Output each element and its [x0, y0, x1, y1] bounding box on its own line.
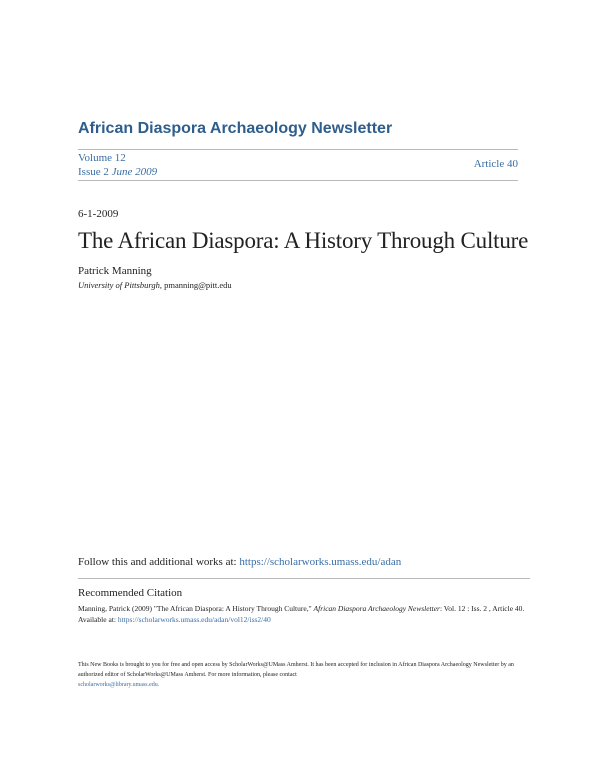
citation-rule	[78, 578, 530, 579]
follow-line	[78, 556, 401, 568]
article-number[interactable]: Article 40	[473, 158, 518, 170]
issue-date: June 2009	[111, 166, 158, 178]
volume-label[interactable]: Volume 12	[78, 152, 126, 164]
access-notice	[78, 660, 528, 690]
citation-text	[78, 603, 528, 625]
available-label: Available at:	[78, 615, 116, 624]
citation-end: : Vol. 12 : Iss. 2 , Article 40.	[439, 604, 525, 613]
follow-label: Follow this and additional works at:	[78, 556, 237, 568]
available-link[interactable]: https://scholarworks.umass.edu/adan/vol12/iss2/40	[117, 615, 271, 624]
paper-title: The African Diaspora: A History Through Culture	[78, 228, 529, 253]
citation-start: Manning, Patrick (2009) "The African Diaspora: A History Through Culture,"	[78, 604, 312, 613]
affiliation-name: University of Pittsburgh	[78, 280, 160, 290]
journal-title[interactable]: African Diaspora Archaeology Newsletter	[78, 120, 393, 137]
author-affiliation: University of Pittsburgh, pmanning@pitt.edu	[78, 280, 232, 290]
issue-label: Issue 2	[78, 166, 109, 178]
issue-line[interactable]	[78, 166, 157, 178]
header-bottom-rule	[78, 180, 518, 181]
citation-journal: African Diaspora Archaeology Newsletter	[313, 604, 440, 613]
notice-text: This New Books is brought to you for free and open access by ScholarWorks@UMass Amherst. It has been accepted for inclusion in African Diaspora Archaeology Newsletter by an authorized editor of ScholarWorks@UMass Amherst. For more information, please contact	[78, 662, 514, 678]
author-email[interactable]: pmanning@pitt.edu	[164, 280, 232, 290]
header-top-rule	[78, 149, 518, 150]
recommended-citation-heading: Recommended Citation	[78, 587, 183, 599]
follow-link[interactable]: https://scholarworks.umass.edu/adan	[239, 556, 402, 568]
contact-email-link[interactable]: scholarworks@library.umass.edu.	[78, 682, 160, 688]
publication-date: 6-1-2009	[78, 208, 119, 220]
author-name: Patrick Manning	[78, 265, 152, 277]
